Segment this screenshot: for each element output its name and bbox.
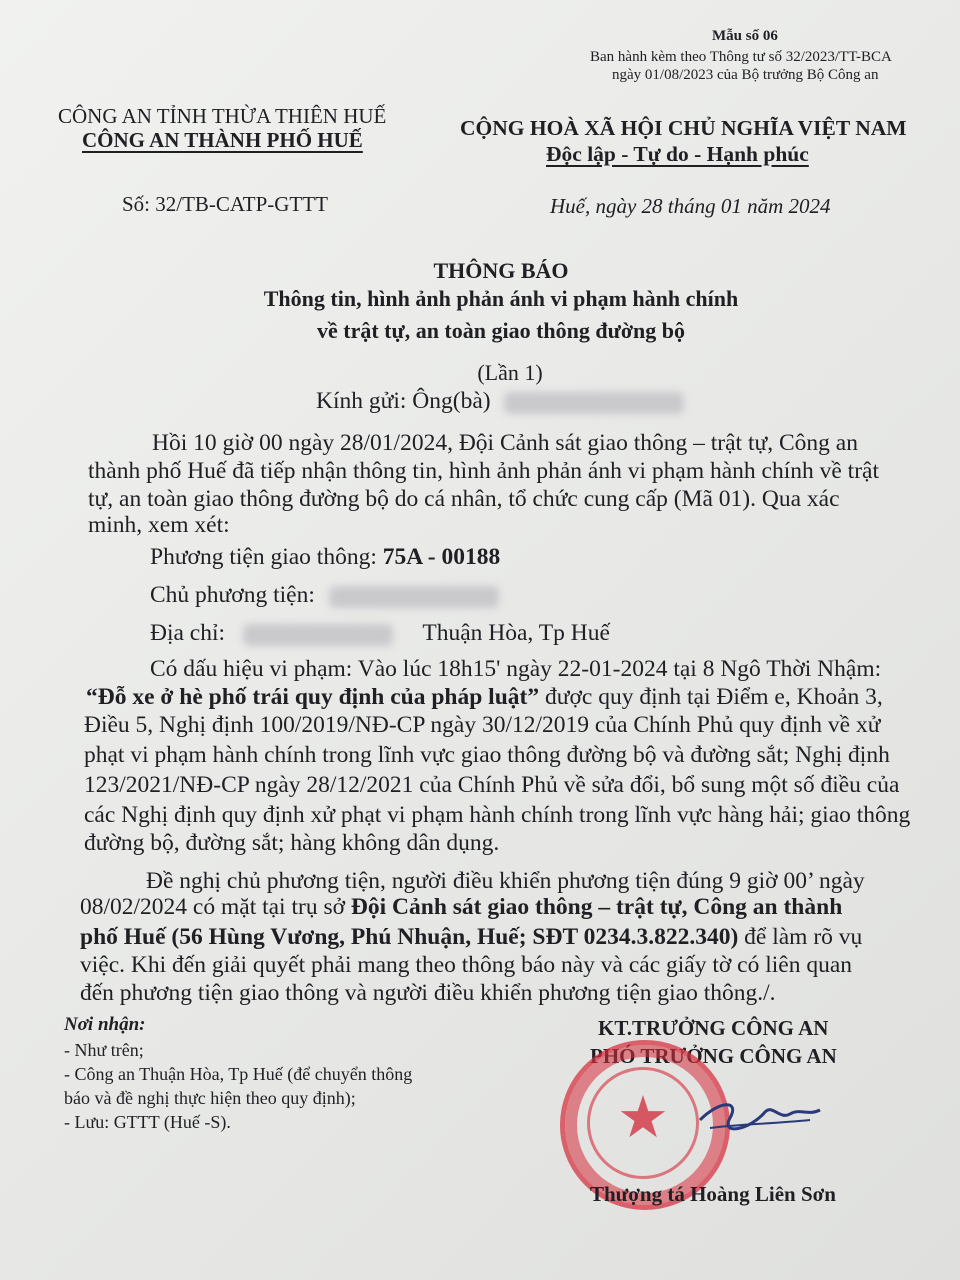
document-number: Số: 32/TB-CATP-GTTT <box>122 192 328 216</box>
title-line1: Thông tin, hình ảnh phản ánh vi phạm hành chính <box>263 286 739 311</box>
title-line2: về trật tự, an toàn giao thông đường bộ <box>316 318 685 343</box>
request-date: 08/02/2024 có mặt tại trụ sở <box>80 894 351 920</box>
vehicle-label: Phương tiện giao thông: <box>150 544 383 570</box>
recipient-item-1: - Như trên; <box>64 1040 144 1060</box>
form-note-line1: Ban hành kèm theo Thông tư số 32/2023/TT-BCA <box>590 49 892 65</box>
owner-label: Chủ phương tiện: <box>150 582 315 608</box>
addressee-label: Kính gửi: Ông(bà) <box>316 388 491 414</box>
redacted-addressee <box>504 392 684 414</box>
address-row <box>150 620 610 647</box>
license-plate: 75A - 00188 <box>382 544 501 570</box>
intro-line-4: minh, xem xét: <box>88 512 230 538</box>
address-label: Địa chỉ: <box>150 620 226 646</box>
intro-line-1: Hồi 10 giờ 00 ngày 28/01/2024, Đội Cảnh sát giao thông – trật tự, Công an <box>152 430 858 456</box>
intro-line-3: tự, an toàn giao thông đường bộ do cá nhân, tổ chức cung cấp (Mã 01). Qua xác <box>88 486 840 512</box>
recipient-item-3: báo và đề nghị thực hiện theo quy định); <box>64 1088 356 1108</box>
owner-row <box>150 582 499 609</box>
sub-agency-name: CÔNG AN THÀNH PHỐ HUẾ <box>82 128 363 152</box>
violation-line-4: phạt vi phạm hành chính trong lĩnh vực giao thông đường bộ và đường sắt; Nghị định <box>84 742 890 768</box>
violation-line-3: Điều 5, Nghị định 100/2019/NĐ-CP ngày 30/12/2019 của Chính Phủ quy định về xử <box>84 712 881 738</box>
country-name: CỘNG HOÀ XÃ HỘI CHỦ NGHĨA VIỆT NAM <box>460 116 907 140</box>
request-line-1: Đề nghị chủ phương tiện, người điều khiển phương tiện đúng 9 giờ 00’ ngày <box>146 868 865 894</box>
round-label: (Lần 1) <box>477 360 543 385</box>
signer-name: Thượng tá Hoàng Liên Sơn <box>590 1182 836 1206</box>
signer-role-1: KT.TRƯỞNG CÔNG AN <box>598 1016 829 1040</box>
intro-line-2: thành phố Huế đã tiếp nhận thông tin, hình ảnh phản ánh vi phạm hành chính về trật <box>88 458 879 484</box>
agency-name: CÔNG AN TỈNH THỪA THIÊN HUẾ <box>58 104 387 128</box>
violation-line-5: 123/2021/NĐ-CP ngày 28/12/2021 của Chính Phủ về sửa đổi, bổ sung một số điều của <box>84 772 900 798</box>
form-note-line2: ngày 01/08/2023 của Bộ trưởng Bộ Công an <box>612 67 879 83</box>
addressee-row <box>316 388 684 415</box>
vehicle-row <box>150 544 500 571</box>
star-seal-icon: ★ <box>617 1085 669 1150</box>
request-line-2 <box>80 894 842 921</box>
violation-description: “Đỗ xe ở hè phố trái quy định của pháp luật” <box>86 684 540 710</box>
request-line-4: việc. Khi đến giải quyết phải mang theo thông báo này và các giấy tờ có liên quan <box>80 952 853 978</box>
issue-date: Huế, ngày 28 tháng 01 năm 2024 <box>550 194 831 218</box>
violation-line-6: các Nghị định quy định xử phạt vi phạm hành chính trong lĩnh vực hàng hải; giao thông <box>84 802 911 828</box>
request-line-5: đến phương tiện giao thông và người điều khiển phương tiện giao thông./. <box>80 980 776 1006</box>
national-motto: Độc lập - Tự do - Hạnh phúc <box>546 142 809 166</box>
form-number: Mẫu số 06 <box>712 28 778 44</box>
request-purpose: để làm rõ vụ <box>738 924 863 950</box>
violation-line-2 <box>86 684 883 711</box>
address-tail: Thuận Hòa, Tp Huế <box>422 620 610 646</box>
violation-line-7: đường bộ, đường sắt; hàng không dân dụng. <box>84 830 500 856</box>
violation-legal-ref: được quy định tại Điểm e, Khoản 3, <box>539 684 883 710</box>
request-office: Đội Cảnh sát giao thông – trật tự, Công an thành <box>350 894 843 920</box>
recipient-item-2: - Công an Thuận Hòa, Tp Huế (để chuyển thông <box>64 1064 413 1084</box>
request-office-address: phố Huế (56 Hùng Vương, Phú Nhuận, Huế; SĐT 0234.3.822.340) <box>80 924 739 950</box>
handwritten-signature <box>690 1090 830 1150</box>
document-title: THÔNG BÁO <box>433 258 569 283</box>
redacted-owner <box>329 586 499 608</box>
recipients-title: Nơi nhận: <box>64 1014 146 1035</box>
recipient-item-4: - Lưu: GTTT (Huế -S). <box>64 1112 231 1132</box>
request-line-3 <box>80 924 862 951</box>
redacted-address <box>243 624 393 646</box>
violation-line-1: Có dấu hiệu vi phạm: Vào lúc 18h15' ngày 22-01-2024 tại 8 Ngô Thời Nhậm: <box>150 656 882 682</box>
signer-role-2: PHÓ TRƯỞNG CÔNG AN <box>590 1044 837 1068</box>
